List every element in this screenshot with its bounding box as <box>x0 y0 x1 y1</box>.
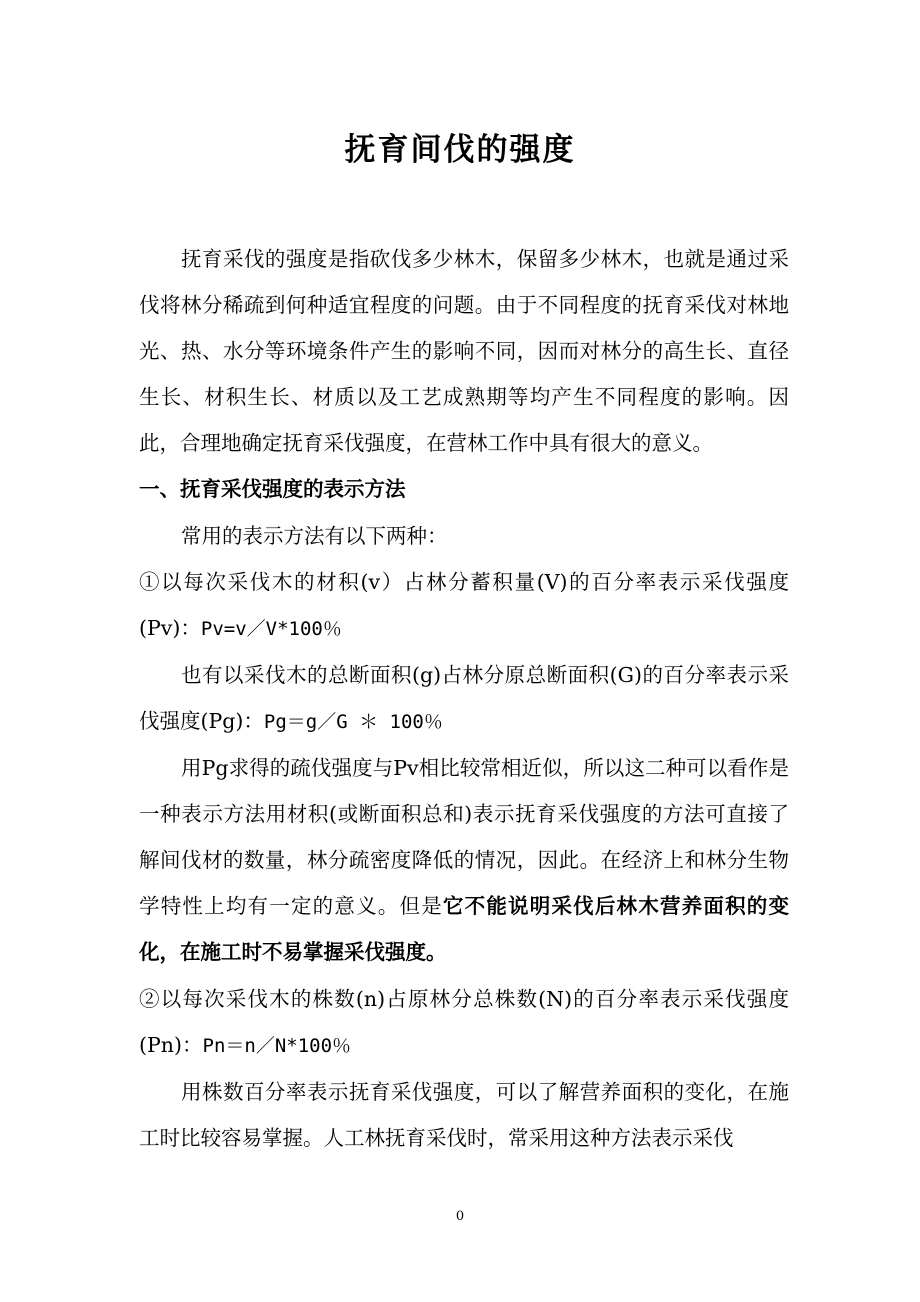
paragraph-method-basal-area <box>139 652 789 745</box>
paragraph-method-volume <box>139 559 789 652</box>
method-basal-area-text: 也有以采伐木的总断面积(g)占林分原总断面积(G)的百分率表示采伐强度(Pg)： <box>139 662 789 733</box>
comparison-text: 用Pg求得的疏伐强度与Pv相比较常相近似，所以这二种可以看作是一种表示方法用材积(或断面积总和)表示抚育采伐强度的方法可直接了解间伐材的数量，林分疏密度降低的情况，因此。在经济上和林分生物学特性上均有一定的意义。但是 <box>139 756 789 919</box>
document-body <box>139 236 789 1161</box>
paragraph-methods-intro: 常用的表示方法有以下两种： <box>181 523 448 548</box>
method-stems-text: ②以每次采伐木的株数(n)占原林分总株数(N)的百分率表示采伐强度(Pn)： <box>139 986 789 1057</box>
formula-pv: Pv=v／V*100％ <box>200 617 342 640</box>
paragraph-stem-percentage: 用株数百分率表示抚育采伐强度，可以了解营养面积的变化，在施工时比较容易掌握。人工林抚育采伐时，常采用这种方法表示采伐 <box>139 1079 789 1150</box>
paragraph-intro: 抚育采伐的强度是指砍伐多少林木，保留多少林木，也就是通过采伐将林分稀疏到何种适宜程度的问题。由于不同程度的抚育采伐对林地光、热、水分等环境条件产生的影响不同，因而对林分的高生长、直径生长、材积生长、材质以及工艺成熟期等均产生不同程度的影响。因此，合理地确定抚育采伐强度，在营林工作中具有很大的意义。 <box>139 247 789 456</box>
section-heading: 一、抚育采伐强度的表示方法 <box>139 477 406 502</box>
paragraph-method-stems <box>139 976 789 1069</box>
formula-pg: Pg＝g／G ＊ 100％ <box>263 710 443 733</box>
page-number: 0 <box>455 1209 465 1224</box>
comparison-bold-text: 它不能说明采伐后林木营养面积的变化，在施工时不易掌握采伐强度。 <box>139 894 790 965</box>
method-volume-text: ①以每次采伐木的材积(v）占林分蓄积量(V)的百分率表示采伐强度(Pv)： <box>139 569 789 640</box>
document-title: 抚育间伐的强度 <box>344 132 576 168</box>
formula-pn: Pn＝n／N*100％ <box>202 1034 352 1057</box>
paragraph-comparison <box>139 745 789 975</box>
